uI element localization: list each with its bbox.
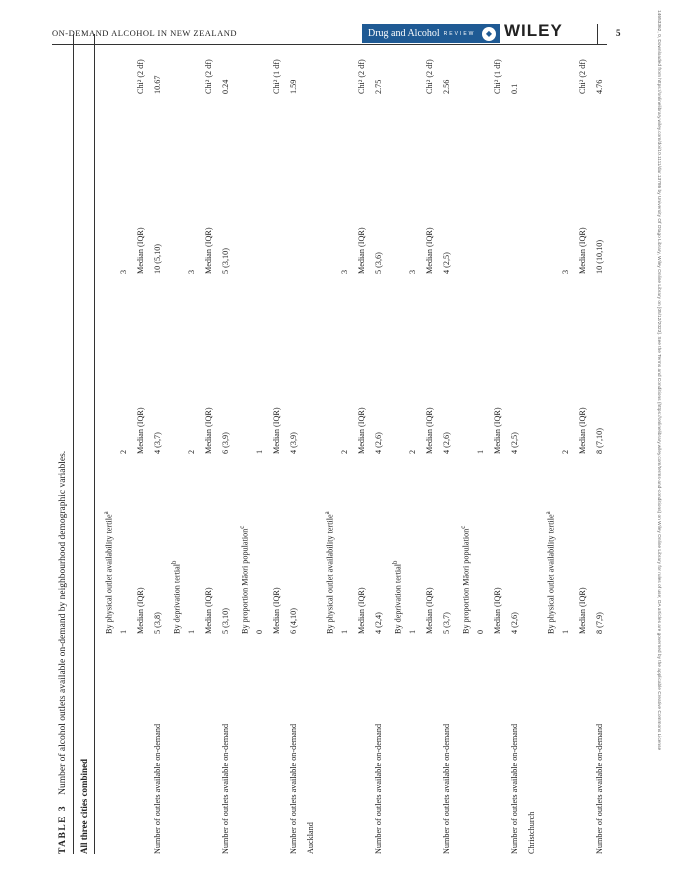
row-label: Number of outlets available on-demand bbox=[221, 723, 230, 854]
cell-value: 10 (5,10) bbox=[153, 243, 162, 274]
header-median: Median (IQR) bbox=[357, 227, 366, 274]
group-deprivation: By deprivation tertial$^b$ bbox=[171, 560, 182, 634]
header-chi2: Chi² (2 df) bbox=[578, 59, 587, 94]
cell-value: 4 (2,6) bbox=[510, 612, 519, 634]
table-label: TABLE 3 bbox=[58, 804, 68, 854]
level-2: 2 bbox=[561, 449, 570, 454]
row-label: Number of outlets available on-demand bbox=[153, 723, 162, 854]
journal-sub: REVIEW bbox=[443, 30, 476, 37]
level-1: 1 bbox=[408, 629, 417, 634]
cell-value: 5 (3,8) bbox=[153, 612, 162, 634]
section-christchurch: Christchurch bbox=[527, 811, 536, 854]
publisher-logo[interactable]: WILEY bbox=[504, 21, 563, 40]
cell-value: 6 (3,9) bbox=[221, 432, 230, 454]
level-1: 1 bbox=[476, 449, 485, 454]
header-median: Median (IQR) bbox=[204, 587, 213, 634]
cell-stat: 0.24 bbox=[221, 79, 230, 94]
header-chi1: Chi² (1 df) bbox=[493, 59, 502, 94]
cell-value: 8 (7,10) bbox=[595, 428, 604, 454]
running-head: ON-DEMAND ALCOHOL IN NEW ZEALAND bbox=[52, 28, 238, 38]
level-0: 0 bbox=[255, 629, 264, 634]
level-1: 1 bbox=[119, 629, 128, 634]
cell-value: 4 (3,7) bbox=[153, 432, 162, 454]
cell-stat: 2.56 bbox=[442, 79, 451, 94]
cell-stat: 2.75 bbox=[374, 79, 383, 94]
cell-value: 4 (2,5) bbox=[442, 252, 451, 274]
row-label: Number of outlets available on-demand bbox=[374, 723, 383, 854]
group-maori: By proportion Māori population$^c$ bbox=[239, 525, 250, 634]
header-median: Median (IQR) bbox=[493, 587, 502, 634]
cell-stat: 10.67 bbox=[153, 75, 162, 94]
header-median: Median (IQR) bbox=[204, 407, 213, 454]
cell-value: 4 (2,6) bbox=[374, 432, 383, 454]
cell-value: 10 (10,10) bbox=[595, 239, 604, 274]
header-median: Median (IQR) bbox=[136, 407, 145, 454]
header-median: Median (IQR) bbox=[578, 587, 587, 634]
header-median: Median (IQR) bbox=[578, 227, 587, 274]
header-median: Median (IQR) bbox=[425, 227, 434, 274]
level-0: 0 bbox=[476, 629, 485, 634]
group-physical: By physical outlet availability tertile$^a$ bbox=[324, 511, 335, 634]
header-median: Median (IQR) bbox=[357, 587, 366, 634]
level-2: 2 bbox=[408, 449, 417, 454]
cell-value: 5 (3,6) bbox=[374, 252, 383, 274]
cell-value: 5 (3,7) bbox=[442, 612, 451, 634]
level-3: 3 bbox=[119, 269, 128, 274]
journal-name: Drug and Alcohol bbox=[368, 28, 440, 39]
table-top-rule bbox=[73, 34, 74, 854]
row-label: Number of outlets available on-demand bbox=[289, 723, 298, 854]
table-caption bbox=[58, 451, 68, 854]
level-3: 3 bbox=[187, 269, 196, 274]
header-median: Median (IQR) bbox=[272, 407, 281, 454]
header-median: Median (IQR) bbox=[425, 587, 434, 634]
header-chi1: Chi² (1 df) bbox=[272, 59, 281, 94]
cell-value: 5 (3,10) bbox=[221, 608, 230, 634]
level-1: 1 bbox=[340, 629, 349, 634]
level-3: 3 bbox=[561, 269, 570, 274]
row-label: Number of outlets available on-demand bbox=[442, 723, 451, 854]
header-median: Median (IQR) bbox=[357, 407, 366, 454]
level-1: 1 bbox=[561, 629, 570, 634]
cell-value: 6 (4,10) bbox=[289, 608, 298, 634]
level-1: 1 bbox=[187, 629, 196, 634]
level-3: 3 bbox=[408, 269, 417, 274]
header-chi2: Chi² (2 df) bbox=[357, 59, 366, 94]
level-3: 3 bbox=[340, 269, 349, 274]
cell-value: 4 (2,6) bbox=[442, 432, 451, 454]
row-label: Number of outlets available on-demand bbox=[510, 723, 519, 854]
rotated-table bbox=[52, 34, 612, 854]
page-number: 5 bbox=[616, 28, 621, 38]
group-maori: By proportion Māori population$^c$ bbox=[460, 525, 471, 634]
cell-stat: 1.59 bbox=[289, 79, 298, 94]
cell-value: 4 (2,5) bbox=[510, 432, 519, 454]
section-all-cities: All three cities combined bbox=[79, 758, 89, 854]
table-caption-text: Number of alcohol outlets available on-demand by neighbourhood demographic variables. bbox=[58, 450, 68, 795]
header-chi2: Chi² (2 df) bbox=[204, 59, 213, 94]
cell-stat: 4.76 bbox=[595, 79, 604, 94]
row-label: Number of outlets available on-demand bbox=[595, 723, 604, 854]
header-chi2: Chi² (2 df) bbox=[425, 59, 434, 94]
level-1: 1 bbox=[255, 449, 264, 454]
header-median: Median (IQR) bbox=[136, 227, 145, 274]
level-2: 2 bbox=[187, 449, 196, 454]
header-median: Median (IQR) bbox=[425, 407, 434, 454]
group-physical: By physical outlet availability tertile$^a$ bbox=[545, 511, 556, 634]
download-side-note: 14653362, 0, Downloaded from https://onlinelibrary.wiley.com/doi/10.1111/dar.13786 by University Of Otago Library, Wiley Online Library on [05/12/2023]. See the Terms and Conditions (https://onlinelibrary.wiley.com/terms-and-conditions) on Wiley Online Library for rules of use; OA articles are governed by the applicable Creative Commons License bbox=[656, 10, 661, 751]
level-2: 2 bbox=[119, 449, 128, 454]
header-median: Median (IQR) bbox=[272, 587, 281, 634]
cell-value: 5 (3,10) bbox=[221, 248, 230, 274]
header-median: Median (IQR) bbox=[136, 587, 145, 634]
level-2: 2 bbox=[340, 449, 349, 454]
header-median: Median (IQR) bbox=[578, 407, 587, 454]
header-chi2: Chi² (2 df) bbox=[136, 59, 145, 94]
group-physical: By physical outlet availability tertile$^a$ bbox=[103, 511, 114, 634]
header-median: Median (IQR) bbox=[204, 227, 213, 274]
apsad-emblem-icon: ◆ bbox=[482, 27, 496, 41]
section-auckland: Auckland bbox=[306, 822, 315, 854]
group-deprivation: By deprivation tertial$^b$ bbox=[392, 560, 403, 634]
cell-value: 8 (7,9) bbox=[595, 612, 604, 634]
cell-value: 4 (2,4) bbox=[374, 612, 383, 634]
section-rule bbox=[94, 34, 95, 854]
cell-value: 4 (3,9) bbox=[289, 432, 298, 454]
header-median: Median (IQR) bbox=[493, 407, 502, 454]
cell-stat: 0.1 bbox=[510, 83, 519, 94]
